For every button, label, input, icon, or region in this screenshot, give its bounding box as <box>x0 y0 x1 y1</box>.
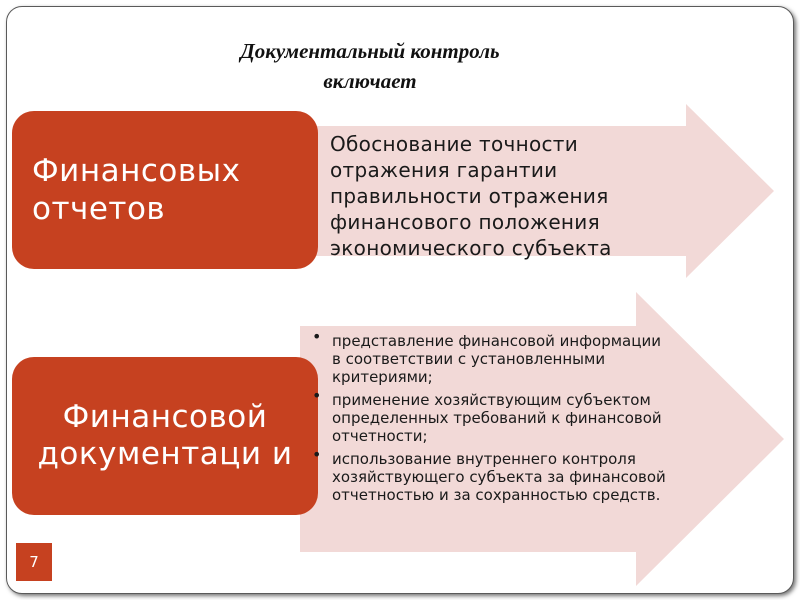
bullet-list <box>312 332 672 509</box>
list-item: • представление финансовой информации в соответствии с установленными критериями; <box>312 332 672 386</box>
slide-number: 7 <box>16 543 52 581</box>
list-item: • использование внутреннего контроля хозяйствующего субъекта за финансовой отчетностью и за сохранностью средств. <box>312 450 672 504</box>
title-line-1: Документальный контроль <box>240 39 500 63</box>
slide-title <box>170 36 570 96</box>
category-box-financial-documentation <box>12 357 318 515</box>
list-item: • применение хозяйствующим субъектом определенных требований к финансовой отчетности; <box>312 391 672 445</box>
category-label: Финансовых отчетов <box>32 153 241 227</box>
category-box-financial-reports <box>12 111 318 269</box>
description-text: Обоснование точности отражения гарантии правильности отражения финансового положения экономического субъекта <box>330 132 612 260</box>
title-line-2: включает <box>323 69 417 93</box>
category-label: Финансовой документаци и <box>37 399 293 472</box>
